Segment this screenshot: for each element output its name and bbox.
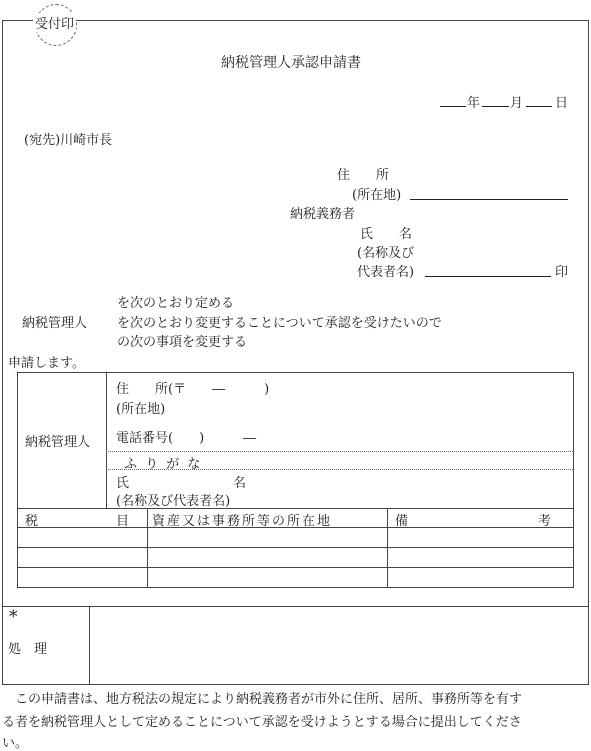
footnote-line-1: この申請書は、地方税法の規定により納税義務者が市外に住所、居所、事務所等を有す bbox=[2, 692, 523, 707]
footnote-line-2: る者を納税管理人として定めることについて承認を受けようとする場合に提出してくださ bbox=[2, 715, 522, 730]
month-label: 月 bbox=[510, 96, 524, 111]
table-cell-notes-1[interactable] bbox=[388, 528, 572, 546]
table-cell-tax-1[interactable] bbox=[18, 528, 146, 546]
name-label: 氏 名 bbox=[360, 227, 413, 242]
name-field[interactable] bbox=[425, 276, 551, 277]
col-header-tax: 税 目 bbox=[25, 514, 130, 529]
processing-mark: * bbox=[9, 607, 18, 627]
row-header-manager: 納税管理人 bbox=[25, 435, 91, 450]
col-header-notes: 備 考 bbox=[395, 514, 552, 529]
table-phone-label: 電話番号( ) ― bbox=[116, 431, 257, 446]
month-blank[interactable] bbox=[482, 106, 509, 107]
table-name-label: 氏 名 bbox=[116, 476, 247, 491]
stamp-label: 受付印 bbox=[33, 13, 76, 32]
name-sub-label-1: (名称及び bbox=[357, 246, 415, 261]
table-cell-location-1[interactable] bbox=[148, 528, 386, 546]
statement-option-1: を次のとおり定める bbox=[117, 296, 235, 311]
statement-option-2: を次のとおり変更することについて承認を受けたいので bbox=[117, 316, 442, 331]
address-sub-label: (所在地) bbox=[352, 188, 402, 203]
table-name-sub: (名称及び代表者名) bbox=[116, 494, 231, 509]
table-address-sub: (所在地) bbox=[116, 402, 166, 417]
year-blank[interactable] bbox=[440, 106, 466, 107]
col-header-location: 資産又は事務所等の所在地 bbox=[152, 514, 333, 529]
taxpayer-label: 納税義務者 bbox=[290, 207, 356, 222]
statement-tail: 申請します。 bbox=[8, 356, 85, 371]
address-label: 住 所 bbox=[337, 168, 390, 183]
form-title: 納税管理人承認申請書 bbox=[221, 55, 361, 71]
table-furigana-label: ふ り が な bbox=[124, 457, 203, 472]
table-address-label: 住 所(〒 ― ) bbox=[116, 382, 270, 397]
year-label: 年 bbox=[467, 96, 481, 111]
seal-mark: 印 bbox=[555, 265, 569, 280]
addressee: (宛先)川崎市長 bbox=[24, 133, 113, 148]
address-field[interactable] bbox=[410, 199, 568, 200]
name-sub-label-2: 代表者名) bbox=[357, 265, 415, 280]
statement-option-3: の次の事項を変更する bbox=[117, 335, 248, 350]
manager-info-table bbox=[17, 372, 574, 588]
processing-label: 処 理 bbox=[8, 642, 48, 657]
day-blank[interactable] bbox=[526, 106, 552, 107]
footnote-line-3: い。 bbox=[2, 736, 29, 751]
day-label: 日 bbox=[555, 96, 569, 111]
statement-subject: 納税管理人 bbox=[22, 316, 88, 331]
